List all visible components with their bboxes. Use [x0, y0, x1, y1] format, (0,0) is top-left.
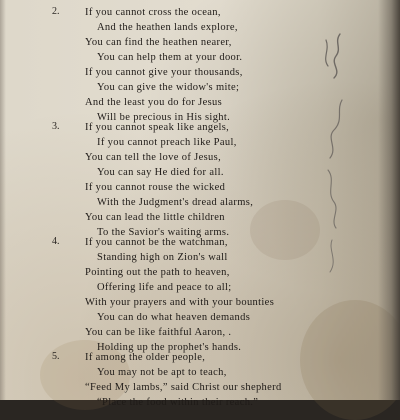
- water-stain: [250, 200, 320, 260]
- page-right-edge: [378, 0, 400, 400]
- verse-line: If you cannot be the watchman,: [85, 237, 228, 248]
- verse-line: Will be precious in His sight.: [97, 112, 231, 123]
- verse-line: You can find the heathen nearer,: [85, 37, 232, 48]
- verse-line: If you cannot give your thousands,: [85, 67, 243, 78]
- verse-line: You can say He died for all.: [97, 167, 224, 178]
- verse-line: If you cannot cross the ocean,: [85, 7, 221, 18]
- pencil-handwriting: [312, 30, 352, 280]
- verse-line: “Feed My lambs,” said Christ our shepherd: [85, 382, 282, 393]
- verse-line: If among the older people,: [85, 352, 206, 363]
- verse-number: 4.: [52, 236, 60, 247]
- verse-line: Standing high on Zion's wall: [97, 252, 228, 263]
- verse-line: You can be like faithful Aaron, .: [85, 327, 232, 338]
- verse-line: To the Savior's waiting arms.: [97, 227, 230, 238]
- verse-line: If you cannot speak like angels,: [85, 122, 230, 133]
- verse-line: You can lead the little children: [85, 212, 225, 223]
- verse-line: With the Judgment's dread alarms,: [97, 197, 254, 208]
- verse-line: And the least you do for Jesus: [85, 97, 223, 108]
- verse-number: 3.: [52, 121, 60, 132]
- verse-number: 5.: [52, 351, 60, 362]
- verse-line: You can do what heaven demands: [97, 312, 251, 323]
- verse-line: Pointing out the path to heaven,: [85, 267, 230, 278]
- verse-line: And the heathen lands explore,: [97, 22, 238, 33]
- verse-line: Offering life and peace to all;: [97, 282, 232, 293]
- verse-line: You may not be apt to teach,: [97, 367, 227, 378]
- verse-line: Holding up the prophet's hands.: [97, 342, 242, 353]
- verse-line: You can tell the love of Jesus,: [85, 152, 222, 163]
- verse-line: If you cannot rouse the wicked: [85, 182, 226, 193]
- page-left-shadow: [0, 0, 6, 400]
- verse-line: With your prayers and with your bounties: [85, 297, 275, 308]
- verse-line: If you cannot preach like Paul,: [97, 137, 237, 148]
- verse-line: You can help them at your door.: [97, 52, 243, 63]
- verse-line: “Place the food within their reach.”: [97, 397, 259, 408]
- verse-line: You can give the widow's mite;: [97, 82, 240, 93]
- verse-number: 2.: [52, 6, 60, 17]
